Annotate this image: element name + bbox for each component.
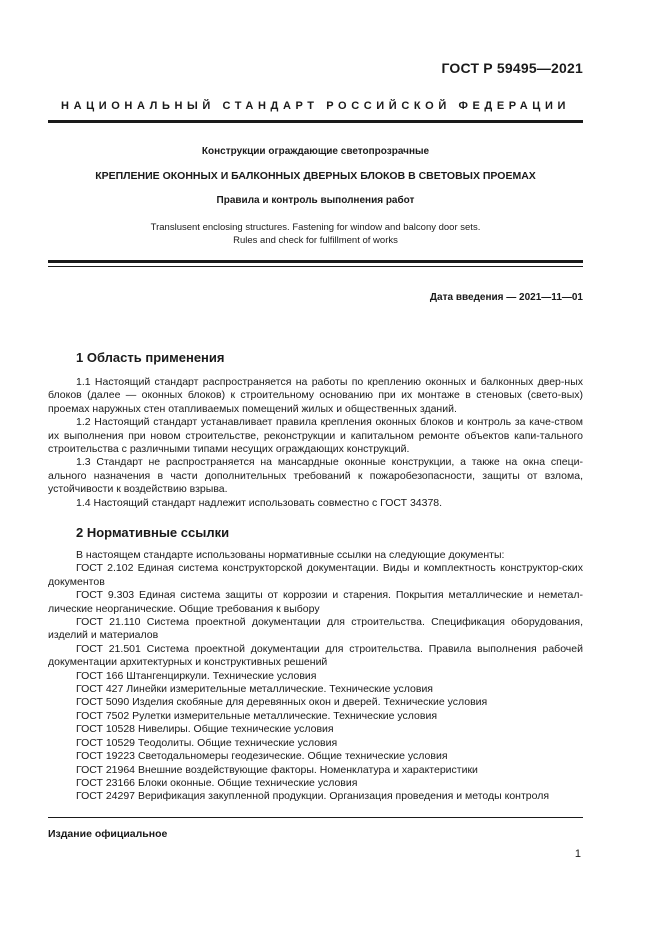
title-english-line2: Rules and check for fulfillment of works [233,235,398,246]
title-bottom-thick-rule [48,260,583,263]
page-number: 1 [574,848,581,860]
title-english-line1: Translusent enclosing structures. Fastening for window and balcony door sets. [150,222,481,233]
gost-number: ГОСТ Р 59495—2021 [441,60,583,76]
section2-body [48,549,583,804]
reference-item: ГОСТ 5090 Изделия скобяные для деревянных окон и дверей. Технические условия [76,696,488,709]
reference-item: ГОСТ 10528 Нивелиры. Общие технические условия [76,723,334,736]
reference-item: ГОСТ 23166 Блоки оконные. Общие технические условия [76,776,358,789]
section2-intro: В настоящем стандарте использованы нормативные ссылки на следующие документы: [76,549,505,561]
reference-item: ГОСТ 21964 Внешние воздействующие факторы. Номенклатура и характеристики [76,763,478,776]
reference-item: ГОСТ 21.501 Система проектной документации для строительства. Правила выполнения рабочей документации архитектурных и конструктивных решений [48,642,583,669]
title-bottom-thin-rule [48,266,583,267]
reference-item: ГОСТ 427 Линейки измерительные металлические. Технические условия [76,683,433,696]
national-standard-banner: НАЦИОНАЛЬНЫЙ СТАНДАРТ РОССИЙСКОЙ ФЕДЕРАЦИИ [61,100,570,112]
edition-label: Издание официальное [48,828,168,840]
section1-heading: 1 Область применения [76,350,225,365]
section1-paragraph: 1.3 Стандарт не распространяется на мансардные оконные конструкции, а также на окна специ-ального назначения в части дополнительных требований к пожаробезопасности, защиты от взлома, устойчивости к воздействию взрыва. [48,456,583,496]
normative-references-list [48,562,583,803]
title-sub: Правила и контроль выполнения работ [216,195,415,206]
reference-item: ГОСТ 19223 Светодальномеры геодезические. Общие технические условия [76,750,448,763]
title-group: Конструкции ограждающие светопрозрачные [201,146,430,157]
section1-paragraph: 1.2 Настоящий стандарт устанавливает правила крепления оконных блоков и контроль за каче-ством их выполнения при новом строительстве, реконструкции и капитальном ремонте объектов капи-тального строительства с различными типами несущих ограждающих конструкций. [48,416,583,456]
top-thick-rule [48,120,583,123]
reference-item: ГОСТ 10529 Теодолиты. Общие технические условия [76,736,338,749]
reference-item: ГОСТ 2.102 Единая система конструкторской документации. Виды и комплектность конструктор-ских документов [48,562,583,588]
reference-item: ГОСТ 7502 Рулетки измерительные металлические. Технические условия [76,709,438,722]
section1-paragraph: 1.1 Настоящий стандарт распространяется на работы по креплению оконных и балконных двер-ных блоков (далее — оконных блоков) к строительному основанию при их монтаже в стеновых (свето-вых) проемах наружных стен отапливаемых помещений жилых и общественных зданий. [48,376,583,415]
reference-item: ГОСТ 24297 Верификация закупленной продукции. Организация проведения и методы контроля [76,790,550,803]
section2-heading: 2 Нормативные ссылки [76,525,230,540]
title-main: КРЕПЛЕНИЕ ОКОННЫХ И БАЛКОННЫХ ДВЕРНЫХ БЛОКОВ В СВЕТОВЫХ ПРОЕМАХ [95,170,536,182]
reference-item: ГОСТ 166 Штангенциркули. Технические условия [76,669,317,682]
reference-item: ГОСТ 9.303 Единая система защиты от коррозии и старения. Покрытия металлические и неметал-лические неорганические. Общие требования к выбору [48,589,583,615]
effective-date: Дата введения — 2021—11—01 [429,292,583,303]
section1-body [48,376,583,510]
reference-item: ГОСТ 21.110 Система проектной документации для строительства. Спецификация оборудования, изделий и материалов [48,616,583,642]
footer-rule [48,817,583,818]
section1-paragraph: 1.4 Настоящий стандарт надлежит использовать совместно с ГОСТ 34378. [76,496,443,509]
